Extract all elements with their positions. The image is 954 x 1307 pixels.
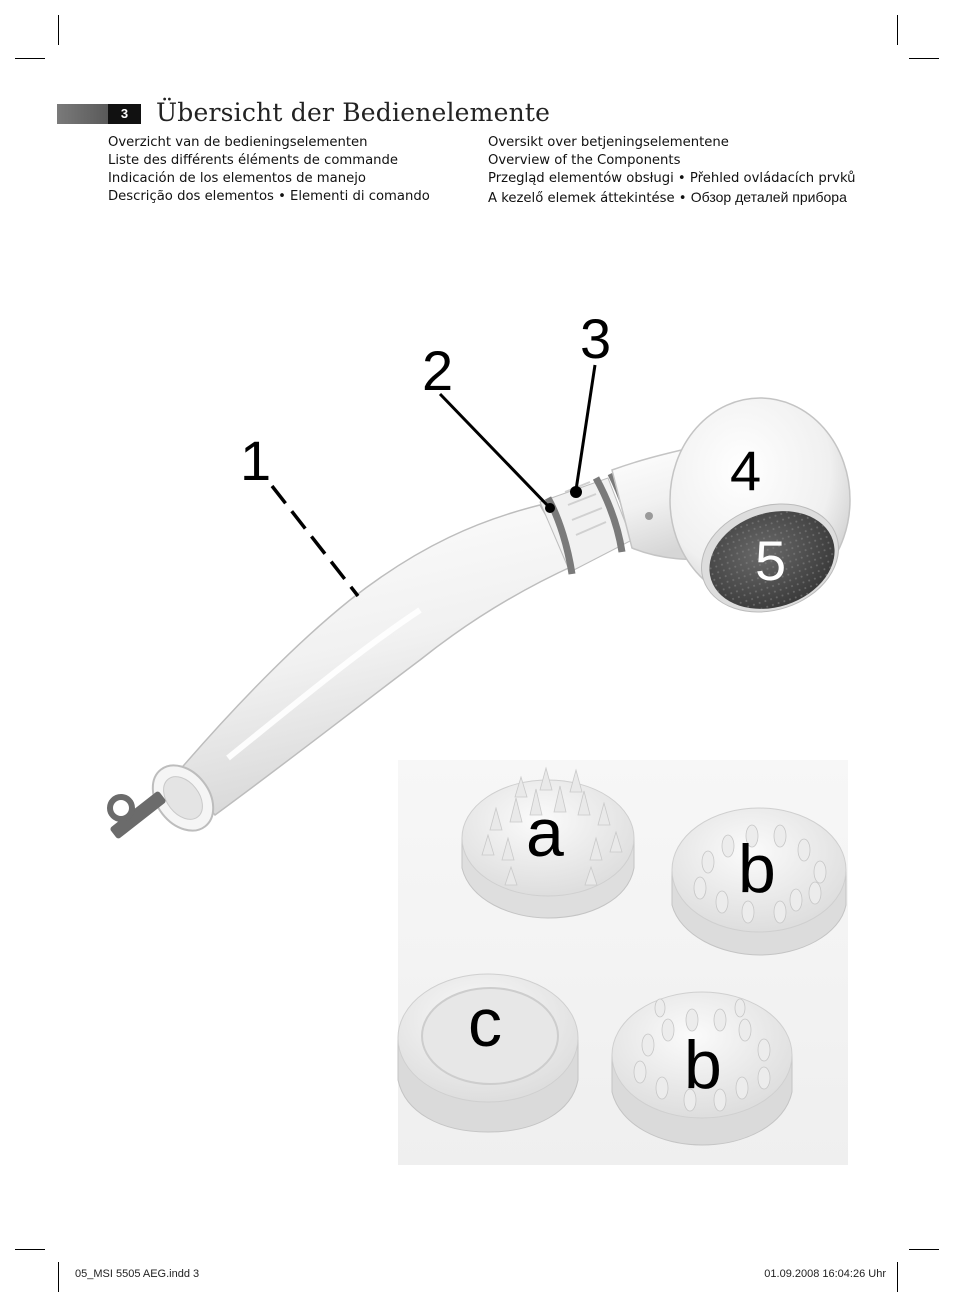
subtitle-line: Overview of the Components [488,153,681,168]
massage-head [670,398,853,629]
attachment-label-c: c [468,985,502,1061]
attachment-b-bottom [612,992,792,1145]
leader-line-1 [272,486,358,596]
subtitle-russian: Обзор деталей прибора [690,189,847,205]
subtitle-line: Oversikt over betjeningselementene [488,135,729,150]
attachment-c [398,974,578,1132]
footer-file-info: 05_MSI 5505 AEG.indd 3 [75,1268,200,1280]
subtitle-line: Overzicht van de bedieningselementen [108,135,368,150]
callout-1: 1 [240,429,272,492]
footer-timestamp: 01.09.2008 16:04:26 Uhr [764,1268,886,1280]
leader-line-3 [576,365,595,490]
leader-line-2 [440,394,550,508]
attachment-b-top [672,808,846,955]
subtitle-line: Liste des différents éléments de commande [108,153,399,168]
leader-dot-2 [545,503,555,513]
callout-2: 2 [422,339,454,402]
page-title: Übersicht der Bedienelemente [156,98,551,127]
callout-4: 4 [730,439,762,502]
subtitle-hungarian: A kezelő elemek áttekintése • [488,191,691,206]
attachment-label-a: a [526,795,564,871]
subtitle-line: Indicación de los elementos de manejo [108,171,366,186]
page-number: 3 [108,104,141,124]
screw-hole [645,512,653,520]
subtitle-line: Descrição dos elementos • Elementi di comando [108,189,430,204]
callout-3: 3 [580,307,612,370]
attachment-label-b-bottom: b [684,1027,722,1103]
subtitle-line: Przegląd elementów obsługi • Přehled ovládacích prvků [488,171,856,186]
callout-5: 5 [755,529,787,592]
attachment-label-b-top: b [738,831,776,907]
leader-dot-3 [570,486,582,498]
